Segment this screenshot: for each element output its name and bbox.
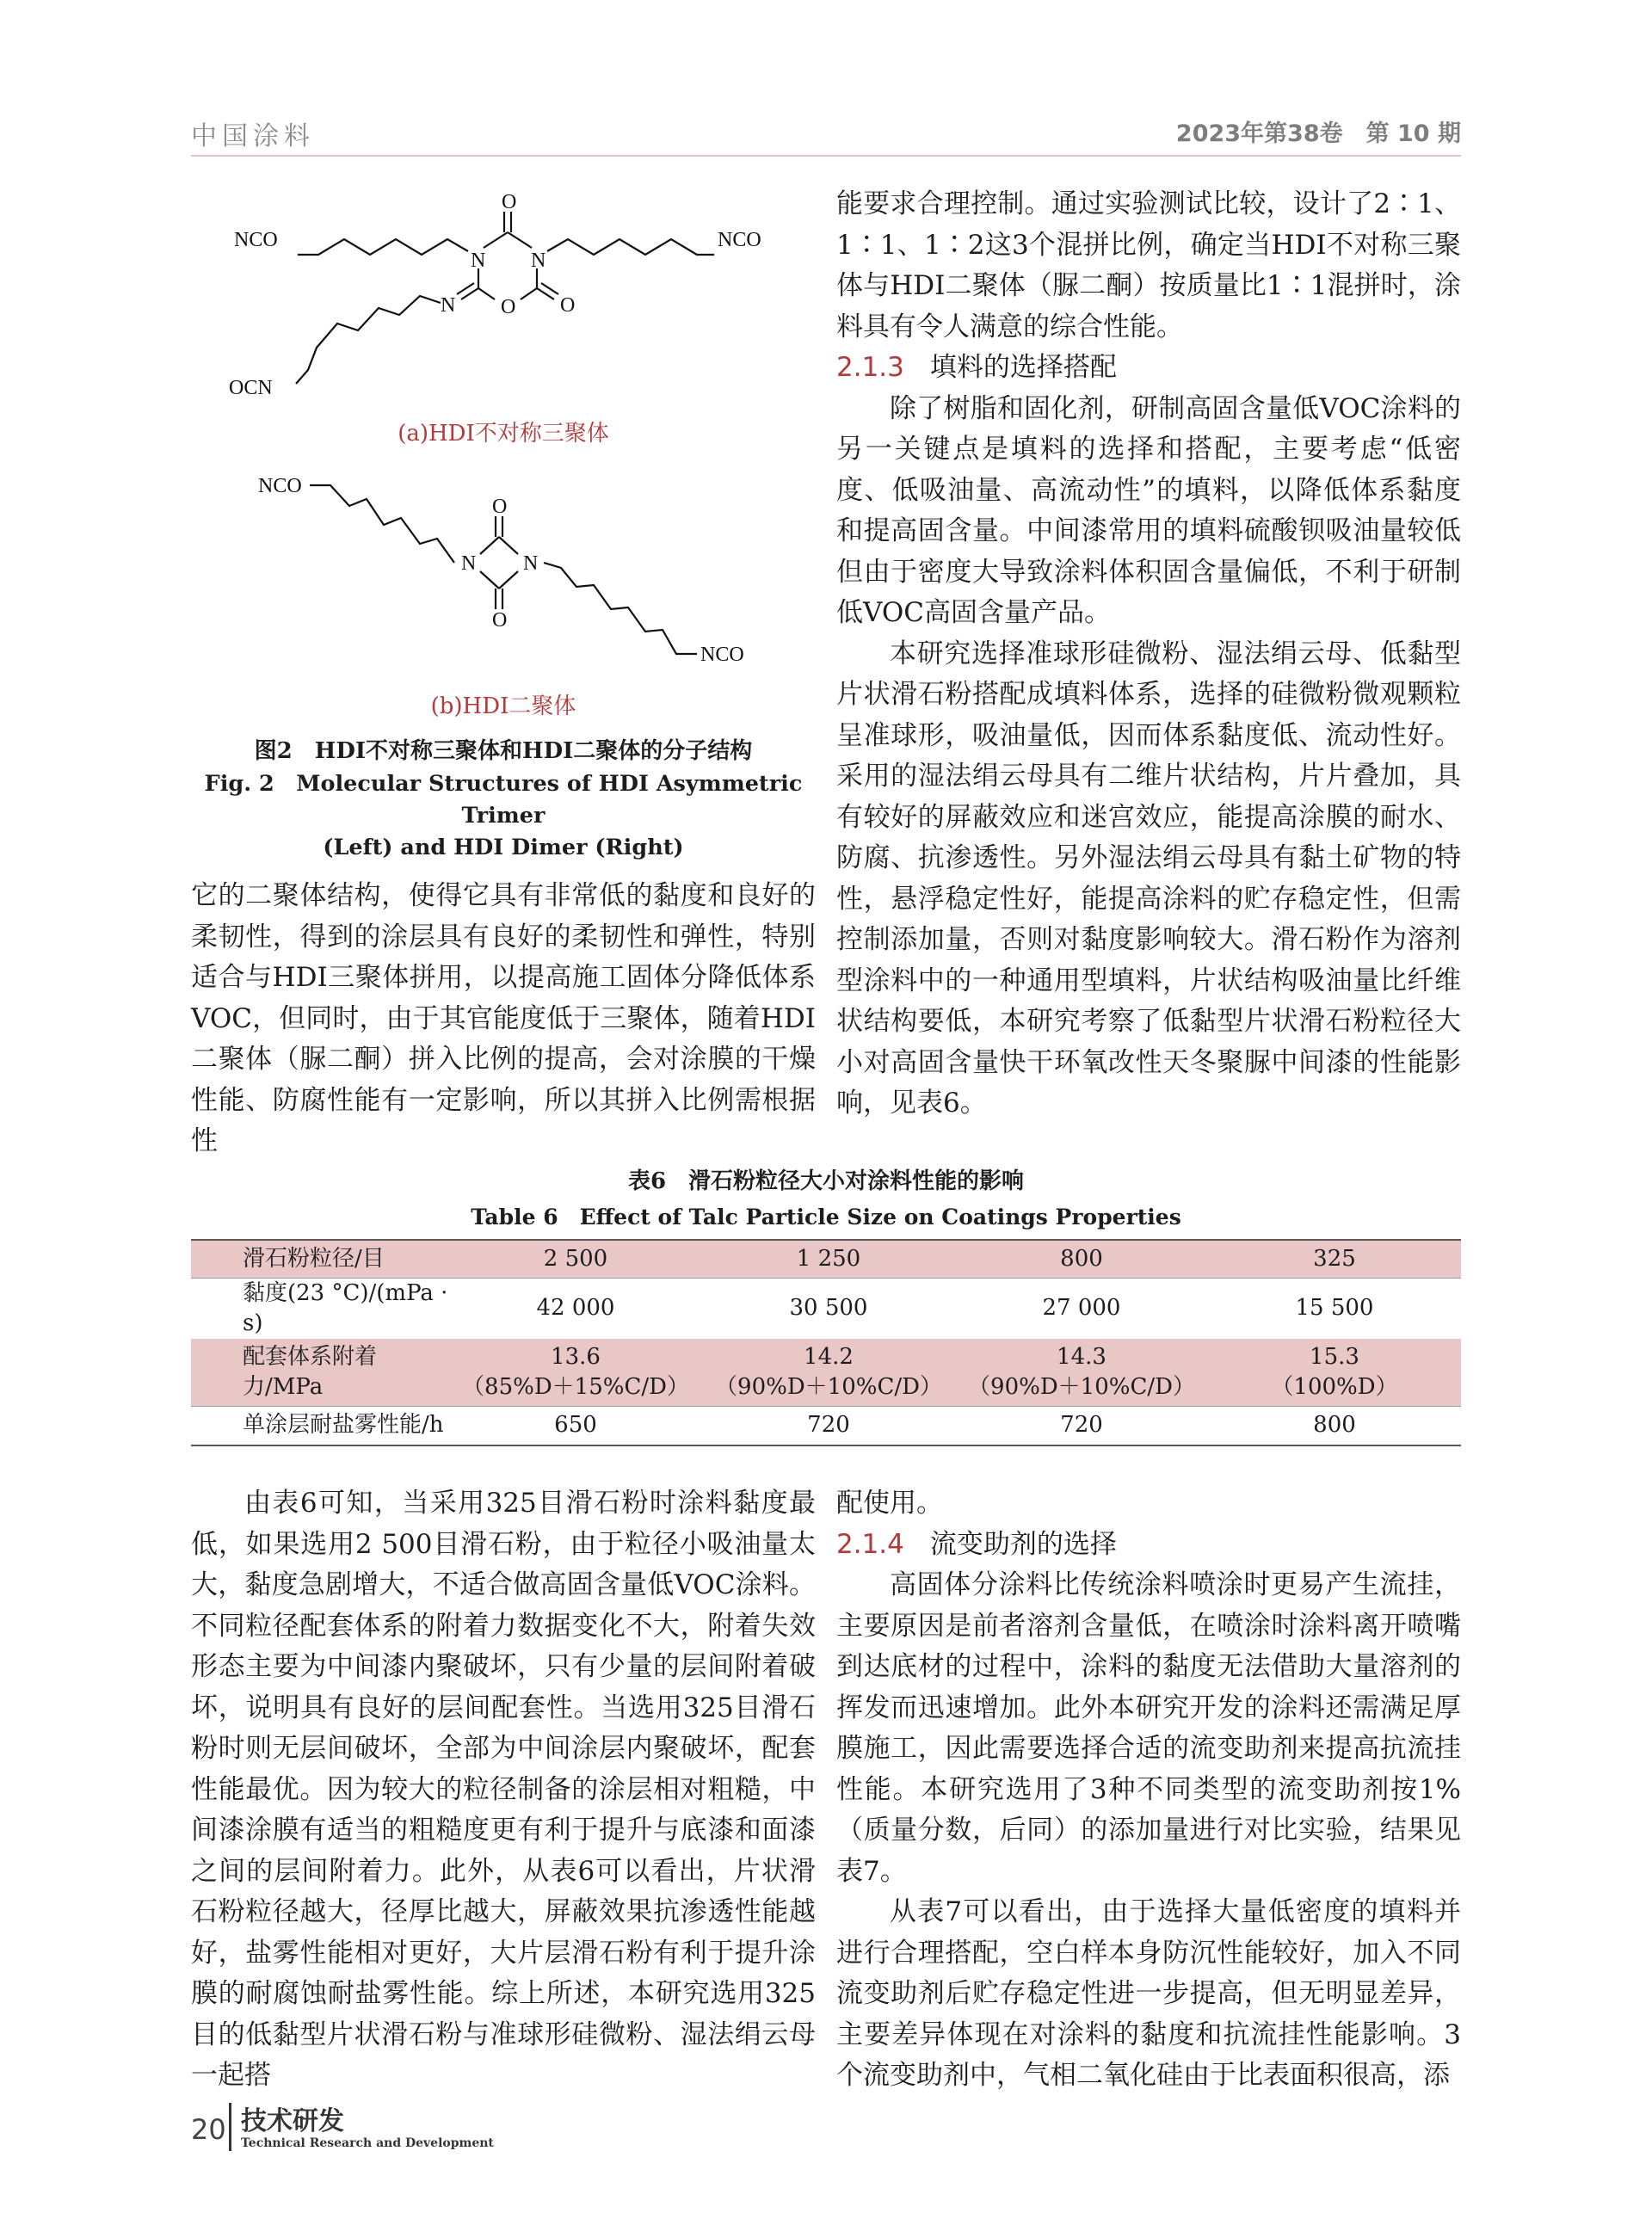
paragraph: 高固体分涂料比传统涂料喷涂时更易产生流挂，主要原因是前者溶剂含量低，在喷涂时涂料离开喷嘴到达底材的过程中，涂料的黏度无法借助大量溶剂的挥发而迅速增加。此外本研究开发的涂料还需满足厚膜施工，因此需要选择合适的流变助剂来提高抗流挂性能。本研究选用了3种不同类型的流变助剂按1%（质量分数，后同）的添加量进行对比实验，结果见表7。 (836, 1569, 1461, 1887)
atom-o-bottom: O (560, 294, 576, 317)
atom-n-right: N (531, 250, 546, 272)
figure-label-b: (b)HDI二聚体 (430, 693, 576, 719)
table-cell (955, 1339, 1208, 1407)
cell-value: 14.2 (804, 1343, 854, 1370)
table-cell: 650 (449, 1407, 702, 1445)
label-nco-top: NCO (258, 475, 302, 497)
table-cell: 720 (702, 1407, 955, 1445)
table-cell (702, 1339, 955, 1407)
table-cell: 800 (955, 1240, 1208, 1278)
paragraph: 由表6可知，当采用325目滑石粉时涂料黏度最低，如果选用2 500目滑石粉，由于粒径小吸油量太大，黏度急剧增大，不适合做高固含量低VOC涂料。不同粒径配套体系的附着力数据变化不大，附着失效形态主要为中间漆内聚破坏，只有少量的层间附着破坏，说明具有良好的层间配套性。当选用325目滑石粉时则无层间破坏，全部为中间涂层内聚破坏，配套性能最优。因为较大的粒径制备的涂层相对粗糙，中间漆涂膜有适当的粗糙度更有利于提升与底漆和面漆之间的层间附着力。此外，从表6可以看出，片状滑石粉粒径越大，径厚比越大，屏蔽效果抗渗透性能越好，盐雾性能相对更好，大片层滑石粉有利于提升涂膜的耐腐蚀耐盐雾性能。综上所述，本研究选用325目的低黏型片状滑石粉与准球形硅微粉、湿法绢云母一起搭 (191, 1488, 817, 2091)
cell-value: 13.6 (551, 1343, 601, 1370)
footer-divider (229, 2103, 231, 2151)
left-column-lower (191, 1483, 816, 2097)
figure-caption-en-line1: Fig. 2 Molecular Structures of HDI Asymmetric Trimer (204, 771, 803, 829)
table-cell: 15 500 (1208, 1278, 1461, 1339)
label-nco-bottom: NCO (700, 644, 744, 666)
issue-info: 2023年第38卷 第 10 期 (1175, 120, 1461, 147)
atom-o-bottom: O (492, 609, 508, 632)
figure-caption-en-line2: (Left) and HDI Dimer (Right) (323, 835, 684, 860)
table-cell: 2 500 (449, 1240, 702, 1278)
section-heading-2-1-3 (836, 348, 1461, 389)
table-cell: 27 000 (955, 1278, 1208, 1339)
paragraph: 配使用。 (836, 1488, 943, 1519)
cell-value: 15.3 (1310, 1343, 1359, 1370)
table-cell (1208, 1339, 1461, 1407)
atom-n-imine: N (441, 294, 456, 317)
paragraph: 它的二聚体结构，使得它具有非常低的黏度和良好的柔韧性，得到的涂层具有良好的柔韧性和弹性，特别适合与HDI三聚体拼用，以提高施工固体分降低体系VOC，但同时，由于其官能度低于三聚体，随着HDI二聚体（脲二酮）拼入比例的提高，会对涂膜的干燥性能、防腐性能有一定影响，所以其拼入比例需根据性 (191, 880, 816, 1156)
right-column-upper (836, 184, 1461, 1125)
journal-name: 中国涂料 (191, 121, 315, 151)
figure-caption-cn: 图2 HDI不对称三聚体和HDI二聚体的分子结构 (254, 738, 753, 764)
structure-b-hdi-dimer (241, 465, 774, 680)
table-caption-cn: 表6 滑石粉粒径大小对涂料性能的影响 (627, 1168, 1025, 1194)
section-number: 2.1.4 (836, 1528, 904, 1560)
table-cell: 42 000 (449, 1278, 702, 1339)
section-number: 2.1.3 (836, 352, 904, 383)
paragraph: 从表7可以看出，由于选择大量低密度的填料并进行合理搭配，空白样本身防沉性能较好，加入不同流变助剂后贮存稳定性进一步提高，但无明显差异，主要差异体现在对涂料的黏度和抗流挂性能影响。3个流变助剂中，气相二氧化硅由于比表面积很高，添 (836, 1896, 1461, 2091)
atom-n-right: N (523, 552, 539, 575)
paragraph: 本研究选择准球形硅微粉、湿法绢云母、低黏型片状滑石粉搭配成填料体系，选择的硅微粉微观颗粒呈准球形，吸油量低，因而体系黏度低、流动性好。采用的湿法绢云母具有二维片状结构，片片叠加，具有较好的屏蔽效应和迷宫效应，能提高涂膜的耐水、防腐、抗渗透性。另外湿法绢云母具有黏土矿物的特性，悬浮稳定性好，能提高涂料的贮存稳定性，但需控制添加量，否则对黏度影响较大。滑石粉作为溶剂型涂料中的一种通用型填料，片状结构吸油量比纤维状结构要低，本研究考察了低黏型片状滑石粉粒径大小对高固含量快干环氧改性天冬聚脲中间漆的性能影响，见表6。 (836, 638, 1461, 1119)
paragraph: 能要求合理控制。通过实验测试比较，设计了2∶1、1∶1、1∶2这3个混拼比例，确定当HDI不对称三聚体与HDI二聚体（脲二酮）按质量比1∶1混拼时，涂料具有令人满意的综合性能。 (836, 188, 1461, 342)
footer-section-cn: 技术研发 (241, 2106, 344, 2136)
header-divider (191, 155, 1461, 157)
paragraph: 除了树脂和固化剂，研制高固含量低VOC涂料的另一关键点是填料的选择和搭配，主要考虑“低密度、低吸油量、高流动性”的填料，以降低体系黏度和提高固含量。中间漆常用的填料硫酸钡吸油量较低但由于密度大导致涂料体积固含量偏低，不利于研制低VOC高固含量产品。 (836, 392, 1461, 628)
figure-caption-en (191, 768, 816, 864)
atom-o-ring: O (501, 296, 516, 318)
left-column-upper (191, 876, 816, 1162)
row-label: 黏度(23 °C)/(mPa · s) (191, 1278, 449, 1339)
cell-note: （100%D） (1271, 1373, 1398, 1400)
footer-section-en: Technical Research and Development (241, 2136, 494, 2150)
cell-note: （90%D＋10%C/D） (968, 1373, 1195, 1400)
right-column-lower (836, 1483, 1461, 2097)
table-row (191, 1339, 1461, 1407)
structure-a-hdi-asymmetric-trimer (215, 189, 800, 413)
row-label: 配套体系附着力/MPa (191, 1339, 449, 1407)
label-nco-right: NCO (718, 229, 761, 251)
label-nco-left: NCO (234, 229, 278, 251)
table-cell (449, 1339, 702, 1407)
atom-o-top: O (502, 191, 517, 213)
section-title: 填料的选择搭配 (929, 352, 1117, 383)
table-row (191, 1240, 1461, 1278)
table-cell: 325 (1208, 1240, 1461, 1278)
row-label: 滑石粉粒径/目 (191, 1240, 449, 1278)
table-6 (191, 1239, 1461, 1446)
section-title: 流变助剂的选择 (929, 1528, 1117, 1560)
table-cell: 30 500 (702, 1278, 955, 1339)
atom-n-left: N (461, 552, 477, 575)
table-cell: 800 (1208, 1407, 1461, 1445)
figure-label-a: (a)HDI不对称三聚体 (398, 421, 609, 447)
table-row (191, 1407, 1461, 1445)
table-cell: 720 (955, 1407, 1208, 1445)
table-cell: 1 250 (702, 1240, 955, 1278)
row-label: 单涂层耐盐雾性能/h (191, 1407, 449, 1445)
section-heading-2-1-4 (836, 1525, 1461, 1566)
cell-note: （90%D＋10%C/D） (715, 1373, 942, 1400)
atom-o-top: O (492, 496, 508, 518)
page-number: 20 (191, 2113, 226, 2146)
table-row (191, 1278, 1461, 1339)
table-caption-en: Table 6 Effect of Talc Particle Size on Coatings Properties (471, 1205, 1181, 1230)
atom-n-left: N (471, 250, 486, 272)
label-ocn: OCN (229, 377, 273, 399)
cell-value: 14.3 (1057, 1343, 1106, 1370)
cell-note: （85%D＋15%C/D） (462, 1373, 689, 1400)
